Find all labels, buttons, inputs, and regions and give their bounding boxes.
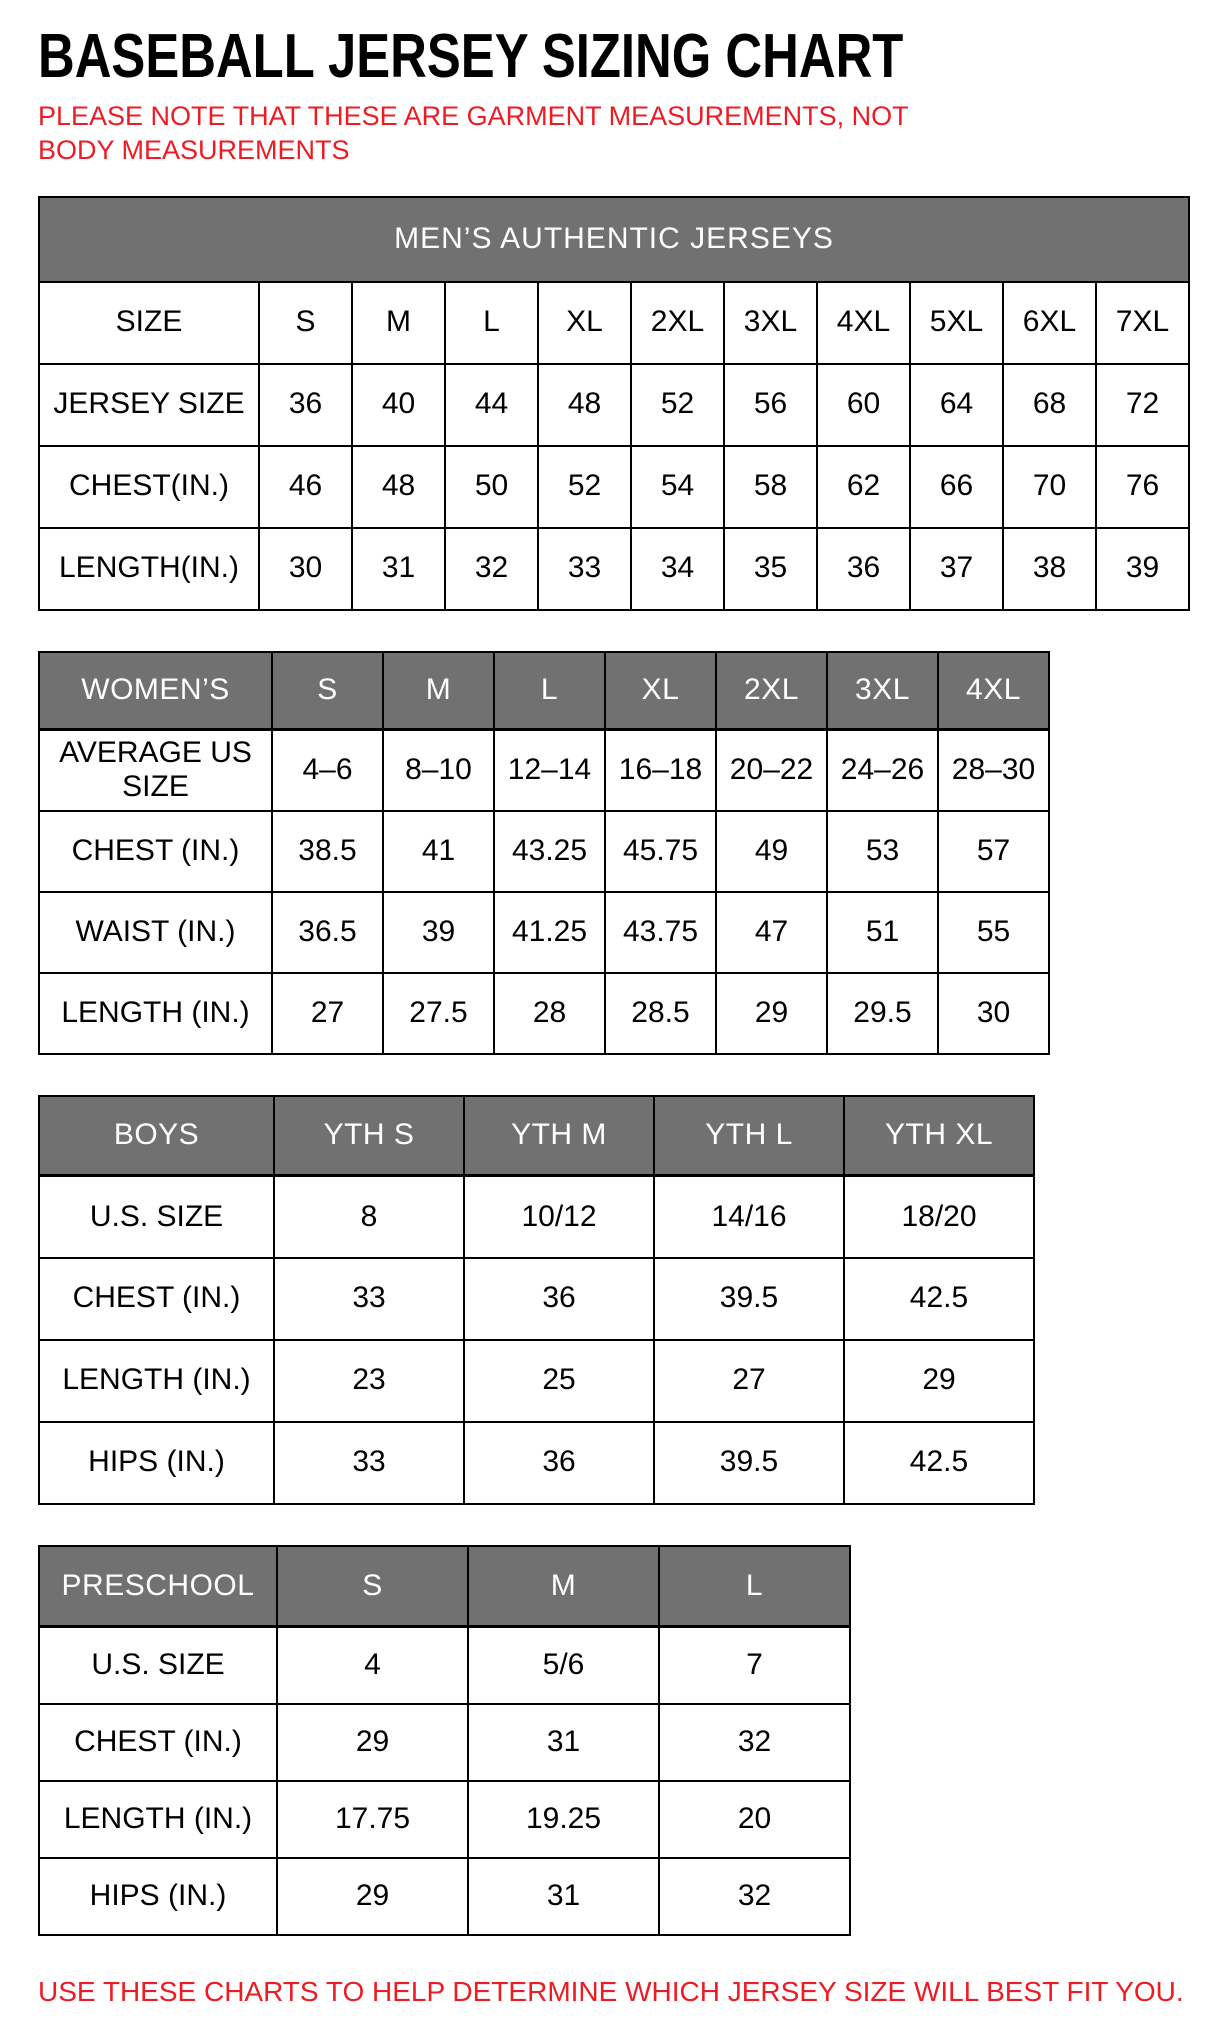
preschool-cell-r1-c0: 29 bbox=[277, 1704, 468, 1781]
womens-cell-r1-c4: 49 bbox=[716, 811, 827, 892]
mens-cell-r0-c3: XL bbox=[538, 282, 631, 364]
womens-cell-r1-c0: 38.5 bbox=[272, 811, 383, 892]
boys-cell-r3-c1: 36 bbox=[464, 1422, 654, 1504]
mens-cell-r3-c8: 38 bbox=[1003, 528, 1096, 610]
mens-cell-r3-c5: 35 bbox=[724, 528, 817, 610]
womens-cell-r0-c4: 20–22 bbox=[716, 730, 827, 811]
mens-cell-r0-c7: 5XL bbox=[910, 282, 1003, 364]
boys-cell-r2-c3: 29 bbox=[844, 1340, 1034, 1422]
boys-row-label-u-s-size: U.S. SIZE bbox=[39, 1176, 274, 1258]
boys-col-header-yth-l: YTH L bbox=[654, 1096, 844, 1176]
womens-cell-r0-c1: 8–10 bbox=[383, 730, 494, 811]
boys-cell-r0-c0: 8 bbox=[274, 1176, 464, 1258]
footer-note: USE THESE CHARTS TO HELP DETERMINE WHICH JERSEY SIZE WILL BEST FIT YOU. bbox=[38, 1975, 1184, 2007]
preschool-cell-r2-c0: 17.75 bbox=[277, 1781, 468, 1858]
womens-header-label: WOMEN’S bbox=[39, 652, 272, 730]
womens-cell-r3-c0: 27 bbox=[272, 973, 383, 1054]
mens-cell-r2-c4: 54 bbox=[631, 446, 724, 528]
womens-row-average-us-size bbox=[39, 730, 1049, 811]
womens-cell-r3-c1: 27.5 bbox=[383, 973, 494, 1054]
mens-cell-r2-c3: 52 bbox=[538, 446, 631, 528]
womens-cell-r3-c5: 29.5 bbox=[827, 973, 938, 1054]
boys-cell-r2-c1: 25 bbox=[464, 1340, 654, 1422]
womens-col-header-l: L bbox=[494, 652, 605, 730]
womens-col-header-4xl: 4XL bbox=[938, 652, 1049, 730]
womens-row-label-average-us-size: AVERAGE US SIZE bbox=[39, 730, 272, 811]
mens-cell-r2-c6: 62 bbox=[817, 446, 910, 528]
boys-cell-r3-c3: 42.5 bbox=[844, 1422, 1034, 1504]
preschool-cell-r2-c2: 20 bbox=[659, 1781, 850, 1858]
preschool-row-length-in bbox=[39, 1781, 850, 1858]
mens-cell-r2-c1: 48 bbox=[352, 446, 445, 528]
womens-cell-r1-c1: 41 bbox=[383, 811, 494, 892]
garment-measurement-note: PLEASE NOTE THAT THESE ARE GARMENT MEASUREMENTS, NOT BODY MEASUREMENTS bbox=[38, 101, 909, 165]
boys-col-header-yth-xl: YTH XL bbox=[844, 1096, 1034, 1176]
womens-cell-r2-c6: 55 bbox=[938, 892, 1049, 973]
mens-cell-r1-c6: 60 bbox=[817, 364, 910, 446]
boys-row-hips-in bbox=[39, 1422, 1034, 1504]
womens-cell-r2-c4: 47 bbox=[716, 892, 827, 973]
mens-cell-r3-c4: 34 bbox=[631, 528, 724, 610]
mens-cell-r2-c7: 66 bbox=[910, 446, 1003, 528]
mens-row-size bbox=[39, 282, 1189, 364]
mens-cell-r2-c0: 46 bbox=[259, 446, 352, 528]
mens-cell-r3-c2: 32 bbox=[445, 528, 538, 610]
boys-cell-r0-c2: 14/16 bbox=[654, 1176, 844, 1258]
preschool-cell-r0-c2: 7 bbox=[659, 1627, 850, 1704]
mens-row-chest-in bbox=[39, 446, 1189, 528]
womens-col-header-m: M bbox=[383, 652, 494, 730]
preschool-cell-r0-c0: 4 bbox=[277, 1627, 468, 1704]
mens-cell-r3-c7: 37 bbox=[910, 528, 1003, 610]
boys-row-chest-in bbox=[39, 1258, 1034, 1340]
mens-row-label-jersey-size: JERSEY SIZE bbox=[39, 364, 259, 446]
preschool-header-label: PRESCHOOL bbox=[39, 1546, 277, 1627]
mens-cell-r2-c8: 70 bbox=[1003, 446, 1096, 528]
mens-cell-r1-c2: 44 bbox=[445, 364, 538, 446]
mens-cell-r0-c6: 4XL bbox=[817, 282, 910, 364]
womens-row-label-chest-in: CHEST (IN.) bbox=[39, 811, 272, 892]
preschool-row-label-length-in: LENGTH (IN.) bbox=[39, 1781, 277, 1858]
mens-cell-r2-c2: 50 bbox=[445, 446, 538, 528]
womens-cell-r3-c6: 30 bbox=[938, 973, 1049, 1054]
mens-cell-r0-c8: 6XL bbox=[1003, 282, 1096, 364]
mens-banner: MEN’S AUTHENTIC JERSEYS bbox=[39, 197, 1189, 282]
womens-cell-r2-c5: 51 bbox=[827, 892, 938, 973]
mens-cell-r2-c5: 58 bbox=[724, 446, 817, 528]
preschool-col-header-s: S bbox=[277, 1546, 468, 1627]
mens-row-label-chest-in: CHEST(IN.) bbox=[39, 446, 259, 528]
preschool-cell-r0-c1: 5/6 bbox=[468, 1627, 659, 1704]
mens-cell-r0-c2: L bbox=[445, 282, 538, 364]
womens-row-label-waist-in: WAIST (IN.) bbox=[39, 892, 272, 973]
womens-cell-r3-c4: 29 bbox=[716, 973, 827, 1054]
boys-cell-r0-c1: 10/12 bbox=[464, 1176, 654, 1258]
mens-cell-r0-c0: S bbox=[259, 282, 352, 364]
mens-cell-r3-c6: 36 bbox=[817, 528, 910, 610]
boys-cell-r1-c0: 33 bbox=[274, 1258, 464, 1340]
womens-cell-r0-c3: 16–18 bbox=[605, 730, 716, 811]
womens-cell-r0-c2: 12–14 bbox=[494, 730, 605, 811]
mens-cell-r1-c4: 52 bbox=[631, 364, 724, 446]
boys-row-length-in bbox=[39, 1340, 1034, 1422]
mens-row-length-in bbox=[39, 528, 1189, 610]
mens-size-table bbox=[38, 196, 1190, 611]
mens-row-jersey-size bbox=[39, 364, 1189, 446]
preschool-col-header-m: M bbox=[468, 1546, 659, 1627]
mens-cell-r0-c5: 3XL bbox=[724, 282, 817, 364]
mens-cell-r3-c1: 31 bbox=[352, 528, 445, 610]
preschool-size-table bbox=[38, 1545, 851, 1936]
womens-cell-r2-c1: 39 bbox=[383, 892, 494, 973]
mens-cell-r0-c4: 2XL bbox=[631, 282, 724, 364]
womens-col-header-2xl: 2XL bbox=[716, 652, 827, 730]
womens-cell-r1-c5: 53 bbox=[827, 811, 938, 892]
mens-cell-r3-c3: 33 bbox=[538, 528, 631, 610]
womens-cell-r2-c0: 36.5 bbox=[272, 892, 383, 973]
preschool-cell-r3-c0: 29 bbox=[277, 1858, 468, 1935]
preschool-row-label-hips-in: HIPS (IN.) bbox=[39, 1858, 277, 1935]
preschool-cell-r3-c1: 31 bbox=[468, 1858, 659, 1935]
preschool-row-chest-in bbox=[39, 1704, 850, 1781]
womens-col-header-s: S bbox=[272, 652, 383, 730]
mens-cell-r1-c9: 72 bbox=[1096, 364, 1189, 446]
boys-cell-r1-c3: 42.5 bbox=[844, 1258, 1034, 1340]
womens-row-chest-in bbox=[39, 811, 1049, 892]
page-title: BASEBALL JERSEY SIZING CHART bbox=[38, 22, 904, 91]
womens-row-waist-in bbox=[39, 892, 1049, 973]
preschool-col-header-l: L bbox=[659, 1546, 850, 1627]
mens-row-label-length-in: LENGTH(IN.) bbox=[39, 528, 259, 610]
preschool-cell-r1-c1: 31 bbox=[468, 1704, 659, 1781]
boys-cell-r1-c1: 36 bbox=[464, 1258, 654, 1340]
preschool-row-label-u-s-size: U.S. SIZE bbox=[39, 1627, 277, 1704]
boys-size-table bbox=[38, 1095, 1035, 1505]
boys-col-header-yth-m: YTH M bbox=[464, 1096, 654, 1176]
mens-row-label-size: SIZE bbox=[39, 282, 259, 364]
womens-cell-r1-c2: 43.25 bbox=[494, 811, 605, 892]
boys-cell-r1-c2: 39.5 bbox=[654, 1258, 844, 1340]
womens-cell-r3-c3: 28.5 bbox=[605, 973, 716, 1054]
boys-row-label-hips-in: HIPS (IN.) bbox=[39, 1422, 274, 1504]
womens-cell-r2-c3: 43.75 bbox=[605, 892, 716, 973]
boys-cell-r0-c3: 18/20 bbox=[844, 1176, 1034, 1258]
womens-col-header-3xl: 3XL bbox=[827, 652, 938, 730]
mens-cell-r3-c0: 30 bbox=[259, 528, 352, 610]
boys-cell-r2-c2: 27 bbox=[654, 1340, 844, 1422]
womens-cell-r0-c6: 28–30 bbox=[938, 730, 1049, 811]
womens-cell-r1-c6: 57 bbox=[938, 811, 1049, 892]
boys-cell-r3-c0: 33 bbox=[274, 1422, 464, 1504]
size-tables-container bbox=[38, 196, 1200, 1936]
mens-cell-r0-c1: M bbox=[352, 282, 445, 364]
womens-size-table bbox=[38, 651, 1050, 1055]
boys-row-label-length-in: LENGTH (IN.) bbox=[39, 1340, 274, 1422]
womens-row-length-in bbox=[39, 973, 1049, 1054]
womens-cell-r2-c2: 41.25 bbox=[494, 892, 605, 973]
boys-cell-r2-c0: 23 bbox=[274, 1340, 464, 1422]
womens-cell-r0-c5: 24–26 bbox=[827, 730, 938, 811]
mens-cell-r1-c8: 68 bbox=[1003, 364, 1096, 446]
boys-col-header-yth-s: YTH S bbox=[274, 1096, 464, 1176]
preschool-row-hips-in bbox=[39, 1858, 850, 1935]
womens-cell-r3-c2: 28 bbox=[494, 973, 605, 1054]
mens-cell-r1-c5: 56 bbox=[724, 364, 817, 446]
mens-cell-r1-c1: 40 bbox=[352, 364, 445, 446]
mens-cell-r1-c0: 36 bbox=[259, 364, 352, 446]
womens-cell-r0-c0: 4–6 bbox=[272, 730, 383, 811]
womens-row-label-length-in: LENGTH (IN.) bbox=[39, 973, 272, 1054]
mens-cell-r3-c9: 39 bbox=[1096, 528, 1189, 610]
preschool-cell-r3-c2: 32 bbox=[659, 1858, 850, 1935]
mens-cell-r2-c9: 76 bbox=[1096, 446, 1189, 528]
boys-row-label-chest-in: CHEST (IN.) bbox=[39, 1258, 274, 1340]
boys-row-u-s-size bbox=[39, 1176, 1034, 1258]
preschool-row-u-s-size bbox=[39, 1627, 850, 1704]
preschool-cell-r2-c1: 19.25 bbox=[468, 1781, 659, 1858]
womens-col-header-xl: XL bbox=[605, 652, 716, 730]
womens-cell-r1-c3: 45.75 bbox=[605, 811, 716, 892]
preschool-row-label-chest-in: CHEST (IN.) bbox=[39, 1704, 277, 1781]
boys-header-label: BOYS bbox=[39, 1096, 274, 1176]
boys-cell-r3-c2: 39.5 bbox=[654, 1422, 844, 1504]
preschool-cell-r1-c2: 32 bbox=[659, 1704, 850, 1781]
mens-cell-r1-c7: 64 bbox=[910, 364, 1003, 446]
mens-cell-r0-c9: 7XL bbox=[1096, 282, 1189, 364]
mens-cell-r1-c3: 48 bbox=[538, 364, 631, 446]
